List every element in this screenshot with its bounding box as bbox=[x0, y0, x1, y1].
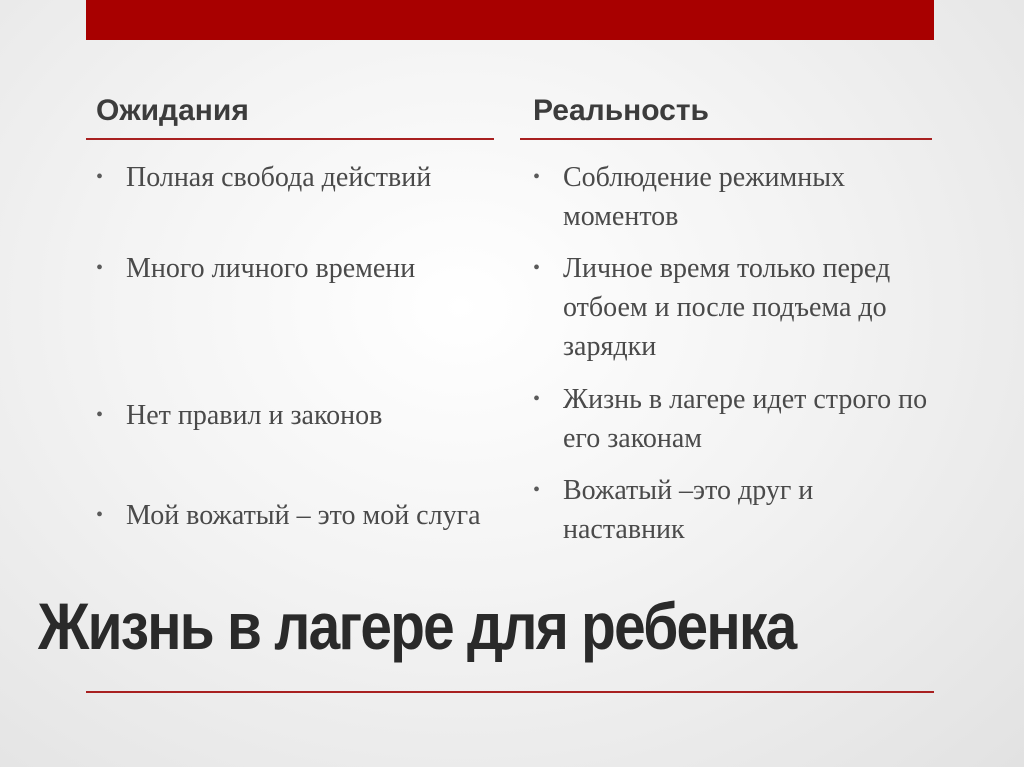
list-item-text: Вожатый –это друг и наставник bbox=[563, 475, 814, 545]
bullet-icon: • bbox=[533, 479, 541, 501]
list-item bbox=[96, 396, 496, 435]
expectations-heading: Ожидания bbox=[96, 94, 249, 127]
list-item bbox=[96, 249, 496, 288]
list-item-text: Жизнь в лагере идет строго по его законам bbox=[563, 384, 928, 454]
bullet-icon: • bbox=[96, 404, 104, 426]
bullet-icon: • bbox=[96, 257, 104, 279]
list-item bbox=[533, 380, 928, 458]
bullet-icon: • bbox=[96, 504, 104, 526]
title-divider bbox=[86, 691, 934, 693]
list-item-text: Много личного времени bbox=[126, 253, 416, 284]
bullet-icon: • bbox=[533, 388, 541, 410]
list-item bbox=[533, 471, 928, 549]
bullet-icon: • bbox=[96, 166, 104, 188]
list-item-text: Соблюдение режимных моментов bbox=[563, 162, 846, 232]
list-item-text: Нет правил и законов bbox=[126, 400, 383, 431]
list-item bbox=[533, 249, 928, 366]
list-item bbox=[96, 496, 496, 535]
bullet-icon: • bbox=[533, 257, 541, 279]
list-item bbox=[533, 158, 928, 236]
list-item-text: Личное время только перед отбоем и после подъема до зарядки bbox=[563, 253, 891, 362]
expectations-divider bbox=[86, 138, 494, 140]
reality-divider bbox=[520, 138, 932, 140]
slide-title: Жизнь в лагере для ребенка bbox=[38, 589, 796, 663]
top-accent-bar bbox=[86, 0, 934, 40]
list-item-text: Мой вожатый – это мой слуга bbox=[126, 500, 481, 531]
reality-heading: Реальность bbox=[533, 94, 710, 127]
bullet-icon: • bbox=[533, 166, 541, 188]
list-item bbox=[96, 158, 496, 197]
list-item-text: Полная свобода действий bbox=[126, 162, 432, 193]
